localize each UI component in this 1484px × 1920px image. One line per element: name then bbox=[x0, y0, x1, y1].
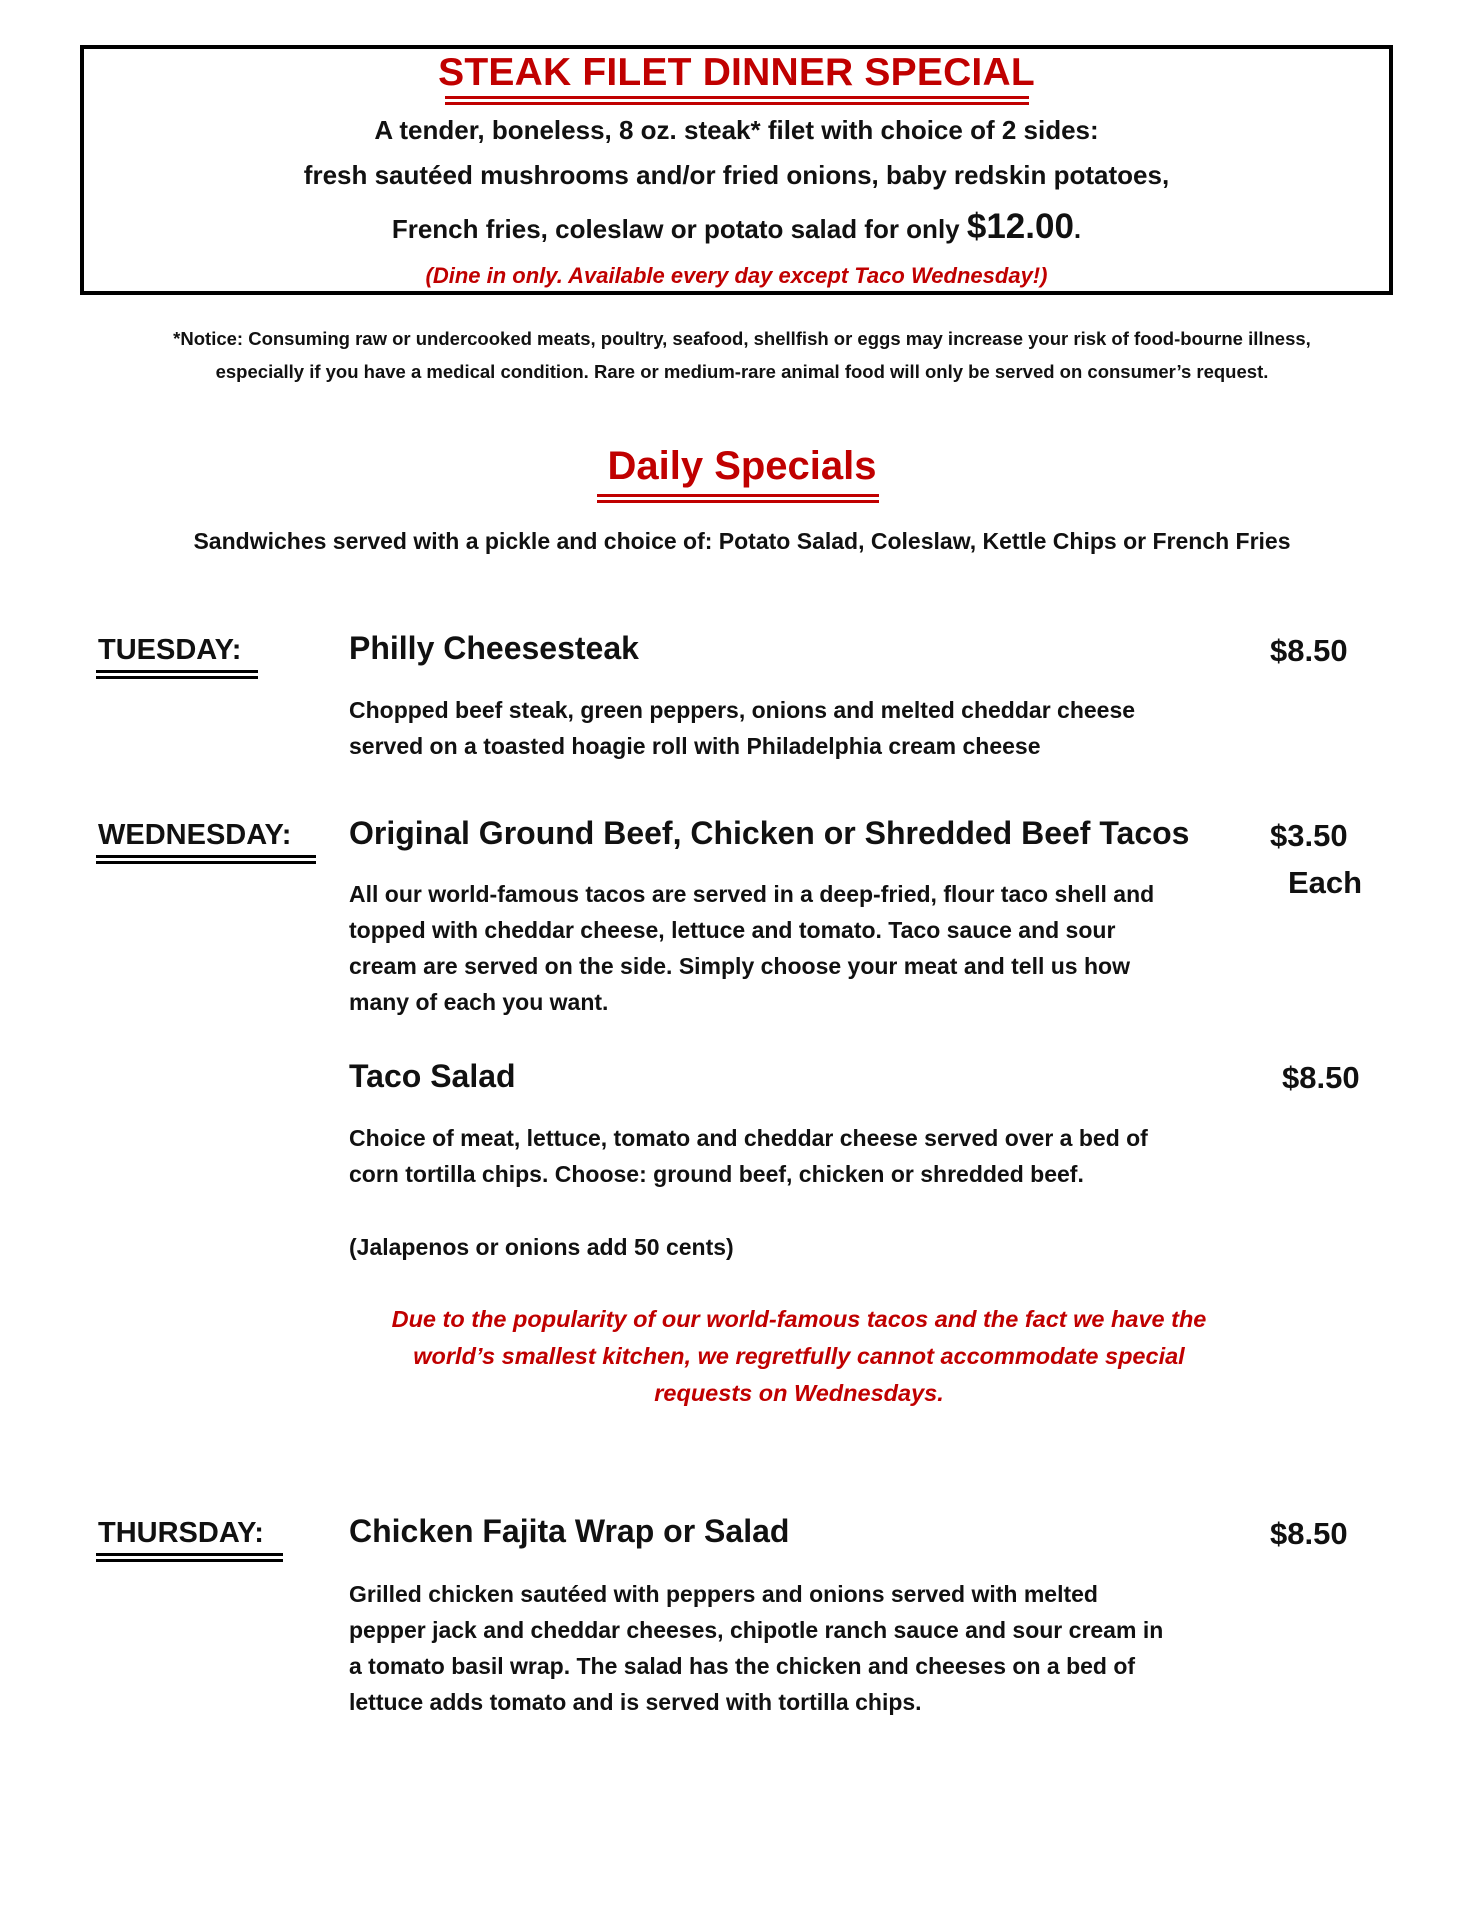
taco-salad-desc-line-2: corn tortilla chips. Choose: ground beef, chicken or shredded beef. bbox=[349, 1161, 1084, 1187]
steak-description-line-1: A tender, boneless, 8 oz. steak* filet with choice of 2 sides: bbox=[374, 115, 1099, 145]
taco-salad-addon: (Jalapenos or onions add 50 cents) bbox=[349, 1234, 734, 1260]
notice-line-2: especially if you have a medical condition. Rare or medium-rare animal food will only be served on consumer’s request. bbox=[215, 361, 1269, 382]
philly-desc-line-1: Chopped beef steak, green peppers, onions and melted cheddar cheese bbox=[349, 697, 1136, 723]
price-taco-salad: $8.50 bbox=[1282, 1060, 1360, 1095]
taco-salad-desc-line-1: Choice of meat, lettuce, tomato and cheddar cheese served over a bed of bbox=[349, 1125, 1148, 1151]
steak-description-line-3-text: French fries, coleslaw or potato salad for only bbox=[391, 214, 967, 244]
notice-line-1: *Notice: Consuming raw or undercooked meats, poultry, seafood, shellfish or eggs may increase your risk of food-bourne illness, bbox=[173, 328, 1311, 349]
steak-special-note: (Dine in only. Available every day except Taco Wednesday!) bbox=[425, 263, 1048, 288]
fajita-desc-line-2: pepper jack and cheddar cheeses, chipotle ranch sauce and sour cream in bbox=[349, 1617, 1164, 1643]
fajita-desc-line-1: Grilled chicken sautéed with peppers and onions served with melted bbox=[349, 1581, 1098, 1607]
price-philly-cheesesteak: $8.50 bbox=[1270, 633, 1348, 668]
fajita-desc-line-4: lettuce adds tomato and is served with tortilla chips. bbox=[349, 1689, 922, 1715]
item-description-tacos bbox=[349, 876, 1249, 1020]
food-safety-notice bbox=[60, 322, 1424, 388]
tacos-desc-line-2: topped with cheddar cheese, lettuce and tomato. Taco sauce and sour bbox=[349, 917, 1116, 943]
day-label-thursday: THURSDAY: bbox=[98, 1517, 264, 1549]
wednesday-special-requests-warning bbox=[349, 1301, 1249, 1412]
wednesday-underline bbox=[96, 855, 316, 864]
tacos-desc-line-4: many of each you want. bbox=[349, 989, 609, 1015]
warning-line-1: Due to the popularity of our world-famous tacos and the fact we have the bbox=[391, 1306, 1207, 1332]
steak-title-underline-wrap bbox=[84, 96, 1389, 105]
item-title-philly-cheesesteak: Philly Cheesesteak bbox=[349, 630, 639, 666]
steak-description-line-3 bbox=[84, 207, 1389, 247]
tacos-desc-line-1: All our world-famous tacos are served in a deep-fried, flour taco shell and bbox=[349, 881, 1155, 907]
steak-title-underline bbox=[445, 96, 1029, 105]
warning-line-2: world’s smallest kitchen, we regretfully cannot accommodate special bbox=[413, 1343, 1185, 1369]
price-unit-each: Each bbox=[1288, 865, 1363, 900]
item-title-taco-salad: Taco Salad bbox=[349, 1058, 516, 1094]
steak-description-line-2: fresh sautéed mushrooms and/or fried onions, baby redskin potatoes, bbox=[303, 160, 1170, 190]
item-description-philly-cheesesteak bbox=[349, 692, 1249, 764]
steak-description-line-3-end: . bbox=[1073, 214, 1082, 244]
item-description-chicken-fajita bbox=[349, 1576, 1249, 1720]
item-title-chicken-fajita: Chicken Fajita Wrap or Salad bbox=[349, 1513, 790, 1549]
day-label-wednesday: WEDNESDAY: bbox=[98, 819, 292, 851]
day-label-tuesday: TUESDAY: bbox=[98, 634, 242, 666]
steak-special-title: STEAK FILET DINNER SPECIAL bbox=[438, 51, 1035, 94]
philly-desc-line-2: served on a toasted hoagie roll with Philadelphia cream cheese bbox=[349, 733, 1041, 759]
price-chicken-fajita: $8.50 bbox=[1270, 1516, 1348, 1551]
fajita-desc-line-3: a tomato basil wrap. The salad has the chicken and cheeses on a bed of bbox=[349, 1653, 1136, 1679]
sandwich-sides-line: Sandwiches served with a pickle and choice of: Potato Salad, Coleslaw, Kettle Chips or French Fries bbox=[193, 528, 1291, 554]
tuesday-underline bbox=[96, 670, 258, 679]
steak-special-box bbox=[80, 45, 1393, 295]
steak-special-price: $12.00 bbox=[966, 207, 1074, 246]
warning-line-3: requests on Wednesdays. bbox=[654, 1380, 944, 1406]
daily-specials-underline bbox=[597, 494, 879, 503]
price-tacos: $3.50 bbox=[1270, 818, 1348, 853]
item-title-tacos: Original Ground Beef, Chicken or Shredded Beef Tacos bbox=[349, 815, 1190, 851]
daily-specials-title: Daily Specials bbox=[607, 444, 877, 488]
thursday-underline bbox=[96, 1553, 283, 1562]
tacos-desc-line-3: cream are served on the side. Simply choose your meat and tell us how bbox=[349, 953, 1130, 979]
item-description-taco-salad bbox=[349, 1120, 1249, 1192]
